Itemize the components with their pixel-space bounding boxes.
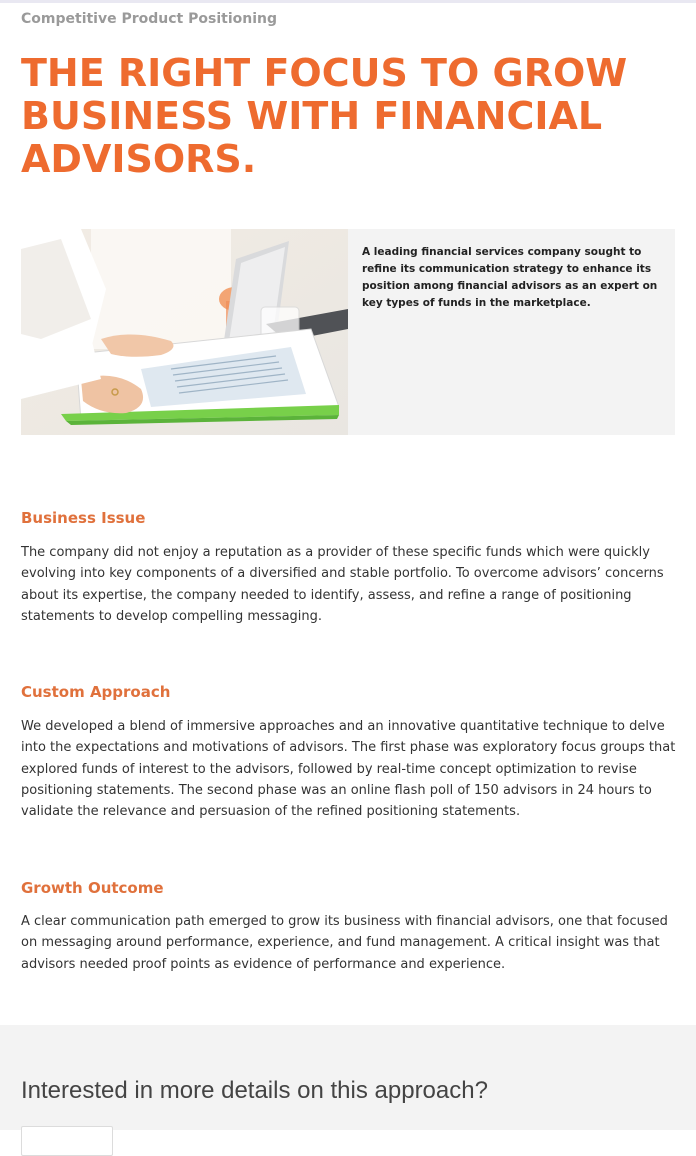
section-body-custom-approach: We developed a blend of immersive approaches and an innovative quantitative technique to delve into the expectations and motivations of advisors. The first phase was exploratory focus groups that explored funds of interest to the advisors, followed by real-time concept optimization to revise positioning statements. The second phase was an online flash poll of 150 advisors in 24 hours to validate the relevance and persuasion of the refined positioning statements.	[21, 719, 676, 820]
contact-button[interactable]	[21, 1126, 113, 1156]
photo-illustration	[21, 229, 348, 435]
cta-band	[0, 1025, 696, 1130]
office-documents-photo	[21, 229, 348, 435]
section-heading-business-issue: Business Issue	[21, 509, 146, 527]
section-heading-custom-approach: Custom Approach	[21, 683, 171, 701]
cta-title: Interested in more details on this approach?	[21, 1077, 488, 1104]
page-title: THE RIGHT FOCUS TO GROW BUSINESS WITH FINANCIAL ADVISORS.	[21, 51, 628, 181]
intro-summary: A leading financial services company sought to refine its communication strategy to enhance its position among financial advisors as an expert on key types of funds in the marketplace.	[362, 246, 658, 309]
intro-panel	[21, 229, 675, 435]
category-label: Competitive Product Positioning	[21, 11, 277, 27]
section-body-growth-outcome: A clear communication path emerged to grow its business with financial advisors, one that focused on messaging around performance, experience, and fund management. A critical insight was that advisors needed proof points as evidence of performance and experience.	[21, 914, 668, 972]
section-body-business-issue: The company did not enjoy a reputation as a provider of these specific funds which were quickly evolving into key components of a diversified and stable portfolio. To overcome advisors’ concerns about its expertise, the company needed to identify, assess, and refine a range of positioning statements to develop compelling messaging.	[21, 545, 664, 624]
section-heading-growth-outcome: Growth Outcome	[21, 879, 164, 897]
top-divider	[0, 0, 696, 3]
